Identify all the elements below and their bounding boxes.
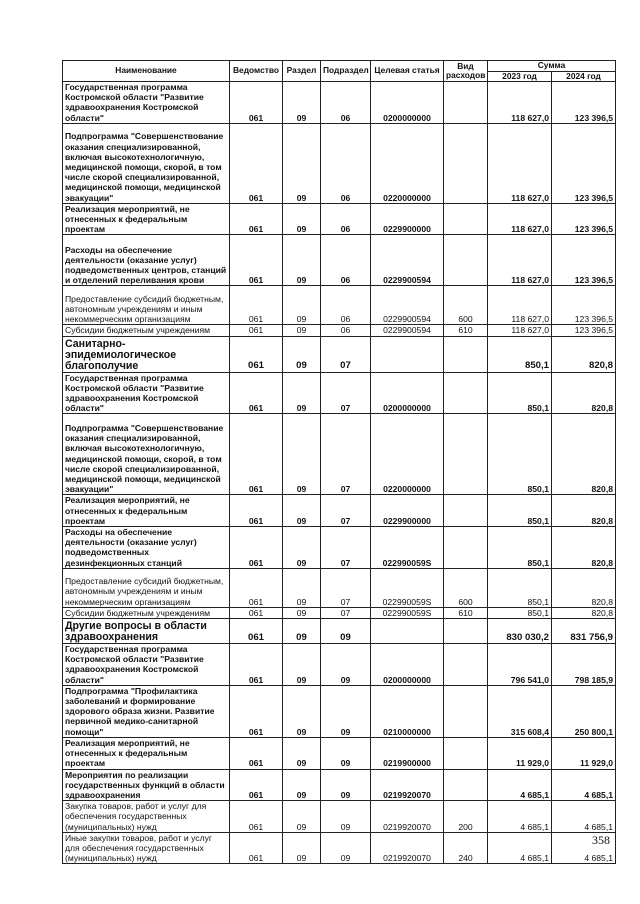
table-row: [63, 82, 616, 124]
cell-target: 0229900000: [371, 203, 444, 235]
cell-vedomstvo: 061: [230, 832, 283, 864]
cell-sum-2023: 830 030,2: [488, 619, 552, 644]
cell-sum-2024: 4 685,1: [552, 832, 616, 864]
cell-sum-2023: 850,1: [488, 495, 552, 527]
cell-razdel: 09: [283, 801, 321, 833]
cell-name: Предоставление субсидий бюджетным, автономным учреждениям и иным некоммерческим организациям: [63, 286, 230, 325]
cell-vid: [444, 336, 488, 372]
cell-razdel: 09: [283, 414, 321, 495]
cell-vid: [444, 619, 488, 644]
cell-name: Предоставление субсидий бюджетным, автономным учреждениям и иным некоммерческим организациям: [63, 568, 230, 607]
cell-podrazdel: 07: [321, 495, 371, 527]
cell-target: 0200000000: [371, 372, 444, 414]
cell-podrazdel: 09: [321, 801, 371, 833]
cell-vedomstvo: 061: [230, 685, 283, 737]
header-name: Наименование: [63, 61, 230, 82]
cell-vid: 600: [444, 286, 488, 325]
cell-vedomstvo: 061: [230, 644, 283, 686]
cell-vid: 610: [444, 325, 488, 336]
cell-vedomstvo: 061: [230, 495, 283, 527]
cell-podrazdel: 09: [321, 685, 371, 737]
cell-sum-2023: 796 541,0: [488, 644, 552, 686]
cell-sum-2023: 850,1: [488, 336, 552, 372]
cell-vedomstvo: 061: [230, 607, 283, 618]
cell-vid: [444, 495, 488, 527]
table-body: [63, 82, 616, 864]
cell-target: 0229900000: [371, 495, 444, 527]
cell-vedomstvo: 061: [230, 372, 283, 414]
header-2024: 2024 год: [552, 71, 616, 82]
cell-razdel: 09: [283, 336, 321, 372]
cell-sum-2024: 123 396,5: [552, 203, 616, 235]
cell-sum-2023: 4 685,1: [488, 769, 552, 801]
cell-name: Реализация мероприятий, не отнесенных к федеральным проектам: [63, 203, 230, 235]
cell-vedomstvo: 061: [230, 235, 283, 286]
cell-razdel: 09: [283, 737, 321, 769]
cell-podrazdel: 06: [321, 203, 371, 235]
cell-sum-2024: 11 929,0: [552, 737, 616, 769]
cell-name: Субсидии бюджетным учреждениям: [63, 325, 230, 336]
table-row: [63, 568, 616, 607]
cell-razdel: 09: [283, 203, 321, 235]
cell-vedomstvo: 061: [230, 414, 283, 495]
cell-target: 0219920070: [371, 801, 444, 833]
table-row: [63, 685, 616, 737]
cell-razdel: 09: [283, 607, 321, 618]
cell-vid: [444, 769, 488, 801]
cell-sum-2023: 118 627,0: [488, 286, 552, 325]
cell-podrazdel: 06: [321, 82, 371, 124]
cell-sum-2023: 118 627,0: [488, 203, 552, 235]
cell-target: [371, 619, 444, 644]
cell-vid: 200: [444, 801, 488, 833]
cell-target: 022990059S: [371, 527, 444, 569]
cell-podrazdel: 07: [321, 372, 371, 414]
cell-vedomstvo: 061: [230, 336, 283, 372]
cell-sum-2023: 118 627,0: [488, 325, 552, 336]
cell-sum-2023: 850,1: [488, 527, 552, 569]
cell-vid: [444, 203, 488, 235]
table-row: [63, 336, 616, 372]
table-row: [63, 769, 616, 801]
cell-target: 0229900594: [371, 325, 444, 336]
cell-vid: 240: [444, 832, 488, 864]
cell-target: 0210000000: [371, 685, 444, 737]
cell-podrazdel: 06: [321, 123, 371, 203]
table-row: [63, 607, 616, 618]
cell-sum-2023: 4 685,1: [488, 832, 552, 864]
table-row: [63, 737, 616, 769]
table-row: [63, 801, 616, 833]
cell-razdel: 09: [283, 527, 321, 569]
cell-name: Расходы на обеспечение деятельности (оказание услуг) подведомственных дезинфекционных станций: [63, 527, 230, 569]
cell-name: Государственная программа Костромской области "Развитие здравоохранения Костромской области": [63, 82, 230, 124]
cell-vedomstvo: 061: [230, 325, 283, 336]
header-target: Целевая статья: [371, 61, 444, 82]
cell-target: 0219900000: [371, 737, 444, 769]
cell-target: 0229900594: [371, 235, 444, 286]
cell-vid: 600: [444, 568, 488, 607]
cell-sum-2024: 798 185,9: [552, 644, 616, 686]
cell-vedomstvo: 061: [230, 619, 283, 644]
header-vid: Вид расходов: [444, 61, 488, 82]
cell-podrazdel: 09: [321, 832, 371, 864]
table-row: [63, 495, 616, 527]
table-row: [63, 123, 616, 203]
cell-target: 0220000000: [371, 123, 444, 203]
cell-sum-2024: 250 800,1: [552, 685, 616, 737]
cell-name: Подпрограмма "Совершенствование оказания специализированной, включая высокотехнологичную, медицинской помощи, скорой, в том числе скорой специализированной, медицинской помощи, медицинской эвакуации": [63, 414, 230, 495]
cell-vedomstvo: 061: [230, 769, 283, 801]
cell-razdel: 09: [283, 832, 321, 864]
cell-vedomstvo: 061: [230, 286, 283, 325]
cell-razdel: 09: [283, 82, 321, 124]
header-podrazdel: Подраздел: [321, 61, 371, 82]
cell-podrazdel: 09: [321, 644, 371, 686]
cell-sum-2024: 4 685,1: [552, 801, 616, 833]
header-2023: 2023 год: [488, 71, 552, 82]
cell-vid: [444, 82, 488, 124]
cell-target: 0200000000: [371, 644, 444, 686]
cell-podrazdel: 09: [321, 769, 371, 801]
cell-sum-2023: 118 627,0: [488, 123, 552, 203]
cell-vedomstvo: 061: [230, 568, 283, 607]
cell-sum-2023: 850,1: [488, 414, 552, 495]
cell-podrazdel: 06: [321, 325, 371, 336]
cell-sum-2024: 820,8: [552, 568, 616, 607]
cell-name: Государственная программа Костромской области "Развитие здравоохранения Костромской области": [63, 372, 230, 414]
cell-vid: [444, 235, 488, 286]
table-row: [63, 235, 616, 286]
cell-razdel: 09: [283, 235, 321, 286]
cell-razdel: 09: [283, 685, 321, 737]
cell-razdel: 09: [283, 325, 321, 336]
cell-target: 0220000000: [371, 414, 444, 495]
cell-razdel: 09: [283, 286, 321, 325]
cell-sum-2024: 123 396,5: [552, 82, 616, 124]
cell-vid: [444, 372, 488, 414]
cell-vedomstvo: 061: [230, 737, 283, 769]
cell-name: Закупка товаров, работ и услуг для обеспечения государственных (муниципальных) нужд: [63, 801, 230, 833]
cell-vedomstvo: 061: [230, 123, 283, 203]
cell-vid: [444, 644, 488, 686]
cell-vid: [444, 685, 488, 737]
cell-target: 022990059S: [371, 607, 444, 618]
cell-sum-2024: 820,8: [552, 495, 616, 527]
cell-sum-2023: 315 608,4: [488, 685, 552, 737]
cell-sum-2024: 820,8: [552, 336, 616, 372]
cell-podrazdel: 09: [321, 619, 371, 644]
cell-podrazdel: 07: [321, 414, 371, 495]
cell-podrazdel: 09: [321, 737, 371, 769]
cell-razdel: 09: [283, 769, 321, 801]
cell-razdel: 09: [283, 372, 321, 414]
page-number: 358: [592, 833, 610, 847]
cell-sum-2023: 118 627,0: [488, 235, 552, 286]
cell-razdel: 09: [283, 123, 321, 203]
header-vedomstvo: Ведомство: [230, 61, 283, 82]
cell-vedomstvo: 061: [230, 527, 283, 569]
table-row: [63, 372, 616, 414]
cell-razdel: 09: [283, 619, 321, 644]
cell-sum-2024: 123 396,5: [552, 235, 616, 286]
cell-name: Государственная программа Костромской области "Развитие здравоохранения Костромской области": [63, 644, 230, 686]
cell-vid: 610: [444, 607, 488, 618]
cell-name: Субсидии бюджетным учреждениям: [63, 607, 230, 618]
cell-razdel: 09: [283, 495, 321, 527]
cell-sum-2024: 123 396,5: [552, 123, 616, 203]
header-summa: Сумма: [488, 61, 616, 72]
cell-sum-2024: 820,8: [552, 414, 616, 495]
cell-name: Санитарно-эпидемиологическое благополучие: [63, 336, 230, 372]
cell-name: Реализация мероприятий, не отнесенных к федеральным проектам: [63, 737, 230, 769]
header-razdel: Раздел: [283, 61, 321, 82]
cell-sum-2023: 118 627,0: [488, 82, 552, 124]
table-row: [63, 832, 616, 864]
cell-sum-2023: 850,1: [488, 372, 552, 414]
budget-table: [62, 60, 616, 864]
table-row: [63, 527, 616, 569]
cell-sum-2024: 820,8: [552, 607, 616, 618]
cell-sum-2024: 831 756,9: [552, 619, 616, 644]
cell-podrazdel: 07: [321, 527, 371, 569]
cell-vedomstvo: 061: [230, 82, 283, 124]
cell-sum-2023: 11 929,0: [488, 737, 552, 769]
cell-sum-2024: 4 685,1: [552, 769, 616, 801]
cell-target: 0200000000: [371, 82, 444, 124]
table-row: [63, 644, 616, 686]
cell-podrazdel: 07: [321, 607, 371, 618]
cell-name: Подпрограмма "Профилактика заболеваний и формирование здорового образа жизни. Развитие первичной медико-санитарной помощи": [63, 685, 230, 737]
cell-vedomstvo: 061: [230, 801, 283, 833]
cell-name: Подпрограмма "Совершенствование оказания специализированной, включая высокотехнологичную, медицинской помощи, скорой, в том числе скорой специализированной, медицинской помощи, медицинской эвакуации": [63, 123, 230, 203]
cell-sum-2024: 123 396,5: [552, 286, 616, 325]
cell-vid: [444, 527, 488, 569]
cell-podrazdel: 06: [321, 286, 371, 325]
cell-name: Иные закупки товаров, работ и услуг для обеспечения государственных (муниципальных) нужд: [63, 832, 230, 864]
cell-podrazdel: 07: [321, 336, 371, 372]
cell-sum-2023: 850,1: [488, 607, 552, 618]
cell-vid: [444, 414, 488, 495]
table-row: [63, 325, 616, 336]
cell-target: [371, 336, 444, 372]
cell-target: 0219920070: [371, 832, 444, 864]
cell-target: 0229900594: [371, 286, 444, 325]
table-row: [63, 286, 616, 325]
cell-name: Расходы на обеспечение деятельности (оказание услуг) подведомственных центров, станций и отделений переливания крови: [63, 235, 230, 286]
cell-podrazdel: 07: [321, 568, 371, 607]
cell-name: Мероприятия по реализации государственных функций в области здравоохранения: [63, 769, 230, 801]
cell-vedomstvo: 061: [230, 203, 283, 235]
cell-sum-2024: 820,8: [552, 527, 616, 569]
table-row: [63, 203, 616, 235]
table-row: [63, 619, 616, 644]
cell-razdel: 09: [283, 644, 321, 686]
table-row: [63, 414, 616, 495]
cell-sum-2024: 123 396,5: [552, 325, 616, 336]
cell-vid: [444, 123, 488, 203]
cell-sum-2024: 820,8: [552, 372, 616, 414]
cell-razdel: 09: [283, 568, 321, 607]
cell-target: 022990059S: [371, 568, 444, 607]
cell-name: Реализация мероприятий, не отнесенных к федеральным проектам: [63, 495, 230, 527]
cell-target: 0219920070: [371, 769, 444, 801]
cell-sum-2023: 850,1: [488, 568, 552, 607]
cell-podrazdel: 06: [321, 235, 371, 286]
cell-vid: [444, 737, 488, 769]
cell-sum-2023: 4 685,1: [488, 801, 552, 833]
cell-name: Другие вопросы в области здравоохранения: [63, 619, 230, 644]
